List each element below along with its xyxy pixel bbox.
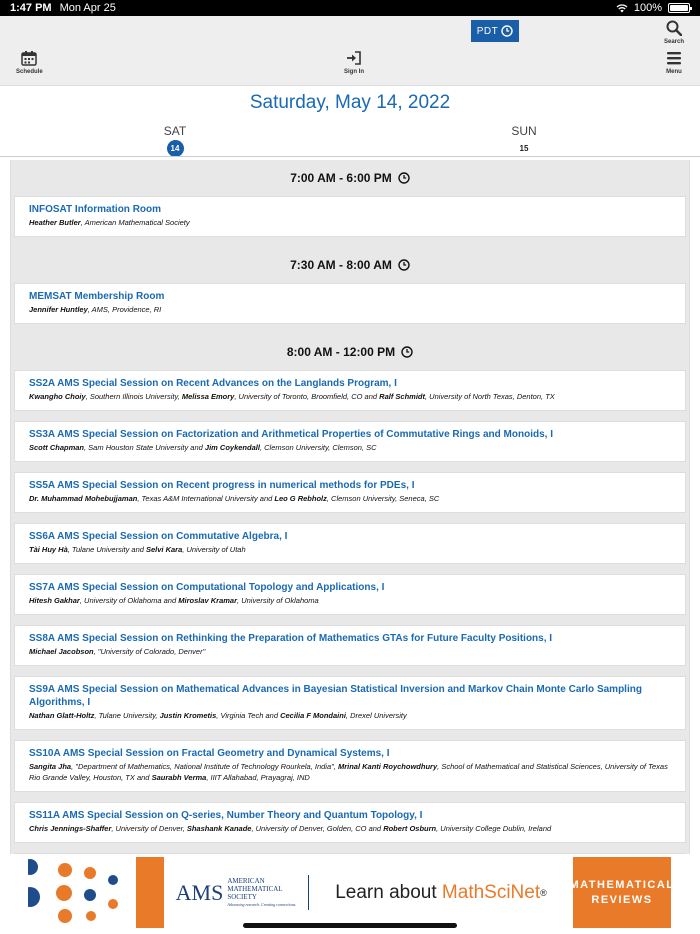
- session-title-link[interactable]: SS11A AMS Special Session on Q-series, Number Theory and Quantum Topology, I: [29, 810, 423, 821]
- organizer-name: Shashank Kanade: [186, 824, 252, 833]
- session-title-link[interactable]: INFOSAT Information Room: [29, 204, 162, 215]
- timezone-button[interactable]: [471, 20, 519, 42]
- ams-logo-line: AMERICAN: [227, 876, 265, 885]
- organizer-name: Tài Huy Hà: [29, 545, 68, 554]
- day-tab-dow: SAT: [163, 124, 187, 138]
- day-tab-number: 15: [519, 144, 529, 153]
- organizer-affiliation: , "Department of Mathematics, National Institute of Technology Rourkela, India",: [71, 762, 338, 771]
- decorative-dots: [28, 857, 136, 928]
- session-title-link[interactable]: SS8A AMS Special Session on Rethinking the Preparation of Mathematics GTAs for Future Faculty Positions, I: [29, 633, 553, 644]
- clock-icon: [398, 259, 410, 271]
- organizer-affiliation: , University of Toronto, Broomfield, CO and: [234, 392, 380, 401]
- session-title-link[interactable]: SS5A AMS Special Session on Recent progress in numerical methods for PDEs, I: [29, 480, 415, 491]
- organizer-affiliation: , Clemson University, Clemson, SC: [259, 443, 377, 452]
- session-card[interactable]: [14, 472, 686, 513]
- organizer-name: Robert Osburn: [383, 824, 437, 833]
- sign-in-icon: [346, 50, 362, 66]
- sign-in-label: Sign In: [344, 69, 364, 75]
- ams-logo-mark: AMS: [175, 879, 224, 905]
- date-title: Saturday, May 14, 2022: [249, 92, 451, 113]
- session-card[interactable]: [14, 421, 686, 462]
- organizer-name: Melissa Emory: [181, 392, 235, 401]
- organizer-affiliation: , "University of Colorado, Denver": [93, 647, 206, 656]
- status-time: 1:47 PM: [10, 2, 52, 14]
- banner-headline-prefix: Learn about: [335, 881, 442, 903]
- day-tab-sat[interactable]: [145, 124, 205, 157]
- schedule-list[interactable]: [10, 160, 690, 854]
- organizer-name: Jennifer Huntley: [29, 305, 88, 314]
- clock-icon: [401, 346, 413, 358]
- time-slot-header: [11, 247, 689, 283]
- organizer-name: Hitesh Gakhar: [29, 596, 80, 605]
- session-title-link[interactable]: SS3A AMS Special Session on Factorization and Arithmetical Properties of Commutative Rings and Monoids, I: [29, 429, 553, 440]
- session-organizers: [29, 823, 671, 834]
- mathematical-reviews-logo: [569, 857, 675, 928]
- organizer-name: Ralf Schmidt: [379, 392, 425, 401]
- session-title-link[interactable]: SS9A AMS Special Session on Mathematical Advances in Bayesian Statistical Inversion and Markov Chain Monte Carlo Sampling Algorithms, I: [29, 684, 642, 708]
- session-title-link[interactable]: MEMSAT Membership Room: [29, 291, 165, 302]
- organizer-name: Nathan Glatt-Holtz: [29, 711, 95, 720]
- session-card[interactable]: [14, 523, 686, 564]
- session-organizers: [29, 544, 671, 555]
- organizer-name: Scott Chapman: [29, 443, 85, 452]
- organizer-affiliation: , Tulane University and: [67, 545, 146, 554]
- header-divider: [0, 156, 700, 157]
- session-organizers: [29, 391, 671, 402]
- calendar-icon: [21, 50, 37, 66]
- ams-logo-line: SOCIETY: [227, 892, 257, 901]
- organizer-affiliation: , Texas A&M International University and: [137, 494, 275, 503]
- clock-icon: [398, 172, 410, 184]
- wifi-icon: [616, 4, 628, 13]
- organizer-name: Miroslav Kramar: [178, 596, 238, 605]
- menu-button[interactable]: [666, 50, 682, 75]
- organizer-affiliation: , Southern Illinois University,: [85, 392, 182, 401]
- schedule-label: Schedule: [16, 69, 43, 75]
- search-label: Search: [664, 39, 685, 45]
- organizer-affiliation: , Clemson University, Seneca, SC: [326, 494, 440, 503]
- organizer-name: Heather Butler: [29, 218, 81, 227]
- organizer-affiliation: , University of Denver,: [111, 824, 187, 833]
- banner-headline: [309, 857, 573, 928]
- organizer-affiliation: , University of Oklahoma and: [79, 596, 179, 605]
- organizer-name: Leo G Rebholz: [274, 494, 327, 503]
- organizer-name: Kwangho Choiy: [29, 392, 86, 401]
- time-slot-label: 7:00 AM - 6:00 PM: [290, 171, 392, 185]
- organizer-affiliation: , Virginia Tech and: [216, 711, 281, 720]
- organizer-affiliation: , Tulane University,: [94, 711, 160, 720]
- battery-percent: 100%: [633, 2, 662, 14]
- session-card[interactable]: [14, 283, 686, 324]
- session-organizers: [29, 217, 671, 228]
- time-slot-header: [11, 160, 689, 196]
- session-card[interactable]: [14, 370, 686, 411]
- timezone-label: PDT: [476, 25, 499, 37]
- session-organizers: [29, 442, 671, 453]
- home-indicator[interactable]: [243, 923, 457, 928]
- organizer-name: Michael Jacobson: [29, 647, 94, 656]
- session-organizers: [29, 493, 671, 504]
- ams-logo: [164, 857, 308, 928]
- organizer-affiliation: , School of Mathematical and Statistical Sciences, University of Texas Rio Grande Valley, Houston, TX and: [29, 762, 668, 782]
- session-card[interactable]: [14, 574, 686, 615]
- organizer-affiliation: , University of Utah: [182, 545, 246, 554]
- session-card[interactable]: [14, 853, 686, 854]
- menu-label: Menu: [666, 69, 682, 75]
- organizer-name: Chris Jennings-Shaffer: [29, 824, 112, 833]
- organizer-name: Justin Krometis: [159, 711, 217, 720]
- ad-banner[interactable]: [28, 857, 675, 928]
- organizer-name: Selvi Kara: [146, 545, 183, 554]
- mr-line: REVIEWS: [591, 893, 653, 906]
- session-title-link[interactable]: SS6A AMS Special Session on Commutative Algebra, I: [29, 531, 288, 542]
- session-card[interactable]: [14, 802, 686, 843]
- organizer-affiliation: , Drexel University: [345, 711, 407, 720]
- registered-mark: ®: [540, 887, 547, 898]
- session-card[interactable]: [14, 196, 686, 237]
- organizer-affiliation: , University of North Texas, Denton, TX: [425, 392, 555, 401]
- battery-icon: [668, 3, 690, 13]
- day-tab-number: 14: [167, 140, 184, 157]
- session-organizers: [29, 710, 671, 721]
- session-title-link[interactable]: SS2A AMS Special Session on Recent Advances on the Langlands Program, I: [29, 378, 397, 389]
- session-card[interactable]: [14, 740, 686, 792]
- session-card[interactable]: [14, 676, 686, 730]
- session-title-link[interactable]: SS10A AMS Special Session on Fractal Geometry and Dynamical Systems, I: [29, 748, 390, 759]
- banner-accent-strip: [136, 857, 164, 928]
- organizer-name: Sangita Jha: [29, 762, 72, 771]
- time-slot-header: [11, 334, 689, 370]
- organizer-affiliation: , American Mathematical Society: [80, 218, 190, 227]
- ams-logo-tagline: Advancing research. Creating connections.: [227, 901, 297, 907]
- ams-logo-line: MATHEMATICAL: [227, 884, 283, 893]
- search-icon: [666, 20, 682, 36]
- session-organizers: [29, 595, 671, 606]
- status-bar: [0, 0, 700, 16]
- schedule-button[interactable]: [16, 50, 43, 75]
- session-organizers: [29, 304, 671, 315]
- clock-icon: [501, 25, 513, 37]
- organizer-name: Mrinal Kanti Roychowdhury: [337, 762, 438, 771]
- app-toolbar: [0, 16, 700, 86]
- organizer-affiliation: , University of Oklahoma: [237, 596, 319, 605]
- session-organizers: [29, 761, 671, 783]
- organizer-name: Cecilia F Mondaini: [280, 711, 346, 720]
- organizer-name: Saurabh Verma: [151, 773, 207, 782]
- banner-headline-product: MathSciNet: [441, 881, 541, 903]
- session-title-link[interactable]: SS7A AMS Special Session on Computational Topology and Applications, I: [29, 582, 385, 593]
- organizer-name: Dr. Muhammad Mohebujjaman: [29, 494, 138, 503]
- hamburger-menu-icon: [666, 50, 682, 66]
- organizer-affiliation: , AMS, Providence, RI: [87, 305, 162, 314]
- status-date: Mon Apr 25: [59, 2, 116, 14]
- mr-line: MATHEMATICAL: [569, 878, 675, 891]
- search-button[interactable]: [664, 20, 684, 45]
- day-tab-dow: SUN: [511, 124, 537, 138]
- day-tab-sun[interactable]: [494, 124, 554, 157]
- organizer-affiliation: , Sam Houston State University and: [84, 443, 205, 452]
- time-slot-label: 8:00 AM - 12:00 PM: [286, 345, 396, 359]
- time-slot-label: 7:30 AM - 8:00 AM: [290, 258, 392, 272]
- session-card[interactable]: [14, 625, 686, 666]
- organizer-affiliation: , University of Denver, Golden, CO and: [251, 824, 384, 833]
- organizer-name: Jim Coykendall: [204, 443, 260, 452]
- sign-in-button[interactable]: [344, 50, 364, 75]
- organizer-affiliation: , University College Dublin, Ireland: [436, 824, 552, 833]
- session-organizers: [29, 646, 671, 657]
- organizer-affiliation: , IIIT Allahabad, Prayagraj, IND: [206, 773, 310, 782]
